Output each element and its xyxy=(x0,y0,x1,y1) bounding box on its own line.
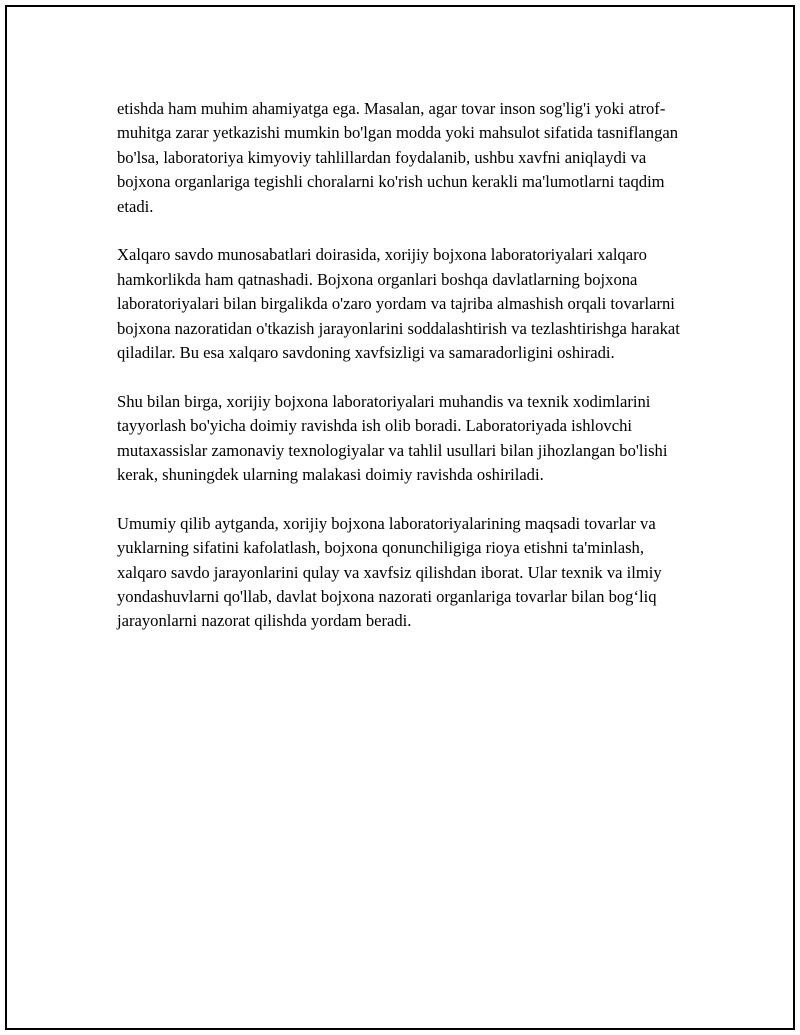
document-body xyxy=(117,97,697,658)
paragraph-3: Shu bilan birga, xorijiy bojxona laboratoriyalari muhandis va texnik xodimlarini tayyorlash bo'yicha doimiy ravishda ish olib boradi. Laboratoriyada ishlovchi mutaxassislar zamonaviy texnologiyalar va tahlil usullari bilan jihozlangan bo'lishi kerak, shuningdek ularning malakasi doimiy ravishda oshiriladi. xyxy=(117,391,668,485)
paragraph-1: etishda ham muhim ahamiyatga ega. Masalan, agar tovar inson sog'lig'i yoki atrof-muhitga zarar yetkazishi mumkin bo'lgan modda yoki mahsulot sifatida tasniflangan bo'lsa, laboratoriya kimyoviy tahlillardan foydalanib, ushbu xavfni aniqlaydi va bojxona organlariga tegishli choralarni ko'rish uchun kerakli ma'lumotlarni taqdim etadi. xyxy=(117,99,679,216)
paragraph-4: Umumiy qilib aytganda, xorijiy bojxona laboratoriyalarining maqsadi tovarlar va yuklarning sifatini kafolatlash, bojxona qonunchiligiga rioya etishni ta'minlash, xalqaro savdo jarayonlarini qulay va xavfsiz qilishdan iborat. Ular texnik va ilmiy yondashuvlarni qo'llab, davlat bojxona nazorati organlariga tovarlar bilan bog‘liq jarayonlarni nazorat qilishda yordam beradi. xyxy=(117,513,662,631)
page-border xyxy=(5,5,795,1030)
paragraph-2: Xalqaro savdo munosabatlari doirasida, xorijiy bojxona laboratoriyalari xalqaro hamkorlikda ham qatnashadi. Bojxona organlari boshqa davlatlarning bojxona laboratoriyalari bilan birgalikda o'zaro yordam va tajriba almashish orqali tovarlarni bojxona nazoratidan o'tkazish jarayonlarini soddalashtirish va tezlashtirishga harakat qiladilar. Bu esa xalqaro savdoning xavfsizligi va samaradorligini oshiradi. xyxy=(117,245,680,363)
